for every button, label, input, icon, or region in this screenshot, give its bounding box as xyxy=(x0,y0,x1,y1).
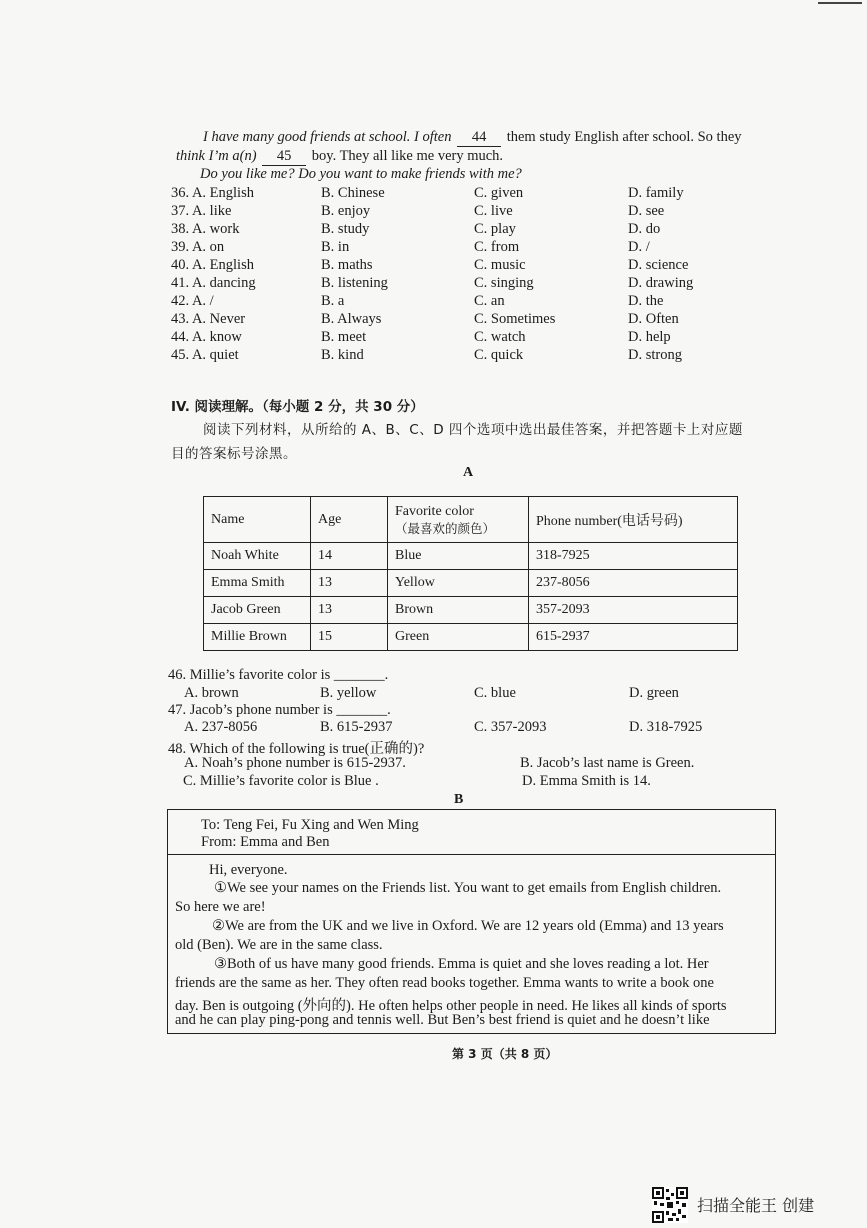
cell-color: Brown xyxy=(388,597,529,624)
email-body-line: and he can play ping-pong and tennis well. But Ben’s best friend is quiet and he doesn’t like xyxy=(175,1012,710,1028)
cell-age: 13 xyxy=(311,570,388,597)
cloze-option-d: D. strong xyxy=(628,347,682,363)
cloze-option-c: C. given xyxy=(474,185,524,201)
cloze-option-b: B. in xyxy=(321,239,350,255)
header-age: Age xyxy=(311,497,388,543)
header-favorite-color: Favorite color （最喜欢的颜色） xyxy=(388,497,529,543)
header-phone: Phone number(电话号码) xyxy=(529,497,738,543)
email-from: From: Emma and Ben xyxy=(201,834,330,850)
cloze-option-b: B. Always xyxy=(321,311,382,327)
cloze-option-b: B. a xyxy=(321,293,345,309)
cloze-option-d: D. family xyxy=(628,185,684,201)
cloze-option-d: D. help xyxy=(628,329,671,345)
cloze-option-num: 41. A. dancing xyxy=(171,275,256,291)
q47-option-c: C. 357-2093 xyxy=(474,719,547,735)
cloze-option-c: C. from xyxy=(474,239,520,255)
cloze-option-c: C. singing xyxy=(474,275,534,291)
cloze-option-num: 38. A. work xyxy=(171,221,240,237)
cell-phone: 318-7925 xyxy=(529,543,738,570)
scanner-watermark: 扫描全能王 创建 xyxy=(697,1196,815,1215)
table-row xyxy=(204,570,738,597)
email-body-line: ③Both of us have many good friends. Emma is quiet and she loves reading a lot. Her xyxy=(214,956,709,972)
cloze-option-b: B. Chinese xyxy=(321,185,385,201)
cloze-option-d: D. Often xyxy=(628,311,679,327)
cloze-option-num: 42. A. / xyxy=(171,293,214,309)
table-row xyxy=(204,597,738,624)
cloze-option-num: 39. A. on xyxy=(171,239,225,255)
section-4-instruction-1: 阅读下列材料，从所给的 A、B、C、D 四个选项中选出最佳答案，并把答题卡上对应题 xyxy=(203,422,743,438)
cloze-option-c: C. live xyxy=(474,203,513,219)
cell-age: 14 xyxy=(311,543,388,570)
intro-line-2: think I’m a(n) 45 boy. They all like me very much. xyxy=(176,148,504,164)
header-name: Name xyxy=(204,497,311,543)
cloze-option-d: D. do xyxy=(628,221,661,237)
friends-info-table xyxy=(203,496,738,651)
email-body-line: friends are the same as her. They often read books together. Emma wants to write a book one xyxy=(175,975,714,991)
cloze-option-num: 37. A. like xyxy=(171,203,232,219)
cloze-option-d: D. / xyxy=(628,239,650,255)
email-body-line: Hi, everyone. xyxy=(209,862,288,878)
cell-color: Blue xyxy=(388,543,529,570)
cloze-option-d: D. science xyxy=(628,257,689,273)
email-body-line: ②We are from the UK and we live in Oxford. We are 12 years old (Emma) and 13 years xyxy=(212,918,724,934)
cloze-option-num: 44. A. know xyxy=(171,329,242,345)
email-body-line: old (Ben). We are in the same class. xyxy=(175,937,383,953)
cloze-option-c: C. music xyxy=(474,257,526,273)
cloze-option-b: B. study xyxy=(321,221,370,237)
q48-option-a: A. Noah’s phone number is 615-2937. xyxy=(184,755,406,771)
cloze-option-c: C. quick xyxy=(474,347,524,363)
q46-option-d: D. green xyxy=(629,685,679,701)
cell-phone: 615-2937 xyxy=(529,624,738,651)
cell-name: Emma Smith xyxy=(204,570,311,597)
table-row xyxy=(204,543,738,570)
intro-line-1: I have many good friends at school. I often 44 them study English after school. So they xyxy=(203,129,742,145)
cloze-option-num: 45. A. quiet xyxy=(171,347,239,363)
q48-option-d: D. Emma Smith is 14. xyxy=(522,773,651,789)
cloze-option-b: B. kind xyxy=(321,347,364,363)
cloze-option-c: C. watch xyxy=(474,329,526,345)
cloze-option-b: B. enjoy xyxy=(321,203,371,219)
question-48: 48. Which of the following is true(正确的)? xyxy=(168,741,425,757)
cell-name: Millie Brown xyxy=(204,624,311,651)
page-number: 第 3 页（共 8 页） xyxy=(452,1047,558,1061)
cell-phone: 357-2093 xyxy=(529,597,738,624)
q48-option-b: B. Jacob’s last name is Green. xyxy=(520,755,695,771)
q47-option-d: D. 318-7925 xyxy=(629,719,703,735)
passage-b-label: B xyxy=(454,792,464,807)
q46-option-a: A. brown xyxy=(184,685,239,701)
cloze-option-c: C. an xyxy=(474,293,505,309)
table-row xyxy=(204,624,738,651)
cell-name: Jacob Green xyxy=(204,597,311,624)
q48-option-c: C. Millie’s favorite color is Blue . xyxy=(183,773,379,789)
email-body-line: ①We see your names on the Friends list. You want to get emails from English children. xyxy=(214,880,722,896)
intro-line-3: Do you like me? Do you want to make friends with me? xyxy=(200,166,522,182)
cloze-option-b: B. meet xyxy=(321,329,367,345)
corner-mark xyxy=(818,2,862,4)
q46-option-c: C. blue xyxy=(474,685,516,701)
blank-45: 45 xyxy=(262,148,306,166)
blank-44: 44 xyxy=(457,129,501,147)
cell-phone: 237-8056 xyxy=(529,570,738,597)
cloze-option-b: B. maths xyxy=(321,257,373,273)
cell-age: 13 xyxy=(311,597,388,624)
cloze-option-c: C. play xyxy=(474,221,516,237)
cell-color: Yellow xyxy=(388,570,529,597)
q47-option-a: A. 237-8056 xyxy=(184,719,258,735)
cloze-option-d: D. see xyxy=(628,203,665,219)
cell-color: Green xyxy=(388,624,529,651)
qr-code-icon xyxy=(652,1187,688,1223)
cell-age: 15 xyxy=(311,624,388,651)
cloze-option-c: C. Sometimes xyxy=(474,311,556,327)
q46-option-b: B. yellow xyxy=(320,685,377,701)
cloze-option-num: 36. A. English xyxy=(171,185,254,201)
question-47: 47. Jacob’s phone number is _______. xyxy=(168,702,391,718)
table-header-row xyxy=(204,497,738,543)
email-to: To: Teng Fei, Fu Xing and Wen Ming xyxy=(201,817,419,833)
section-4-instruction-2: 目的答案标号涂黑。 xyxy=(171,446,297,462)
q47-option-b: B. 615-2937 xyxy=(320,719,393,735)
cloze-option-b: B. listening xyxy=(321,275,388,291)
passage-a-label: A xyxy=(463,465,474,480)
section-4-title: IV. 阅读理解。（每小题 2 分，共 30 分） xyxy=(171,399,424,415)
cell-name: Noah White xyxy=(204,543,311,570)
cloze-option-num: 43. A. Never xyxy=(171,311,246,327)
cloze-option-d: D. the xyxy=(628,293,664,309)
cloze-option-d: D. drawing xyxy=(628,275,694,291)
cloze-option-num: 40. A. English xyxy=(171,257,254,273)
email-body-line: day. Ben is outgoing (外向的). He often helps other people in need. He likes all kinds of sports xyxy=(175,998,727,1014)
question-46: 46. Millie’s favorite color is _______. xyxy=(168,667,389,683)
email-body-line: So here we are! xyxy=(175,899,266,915)
